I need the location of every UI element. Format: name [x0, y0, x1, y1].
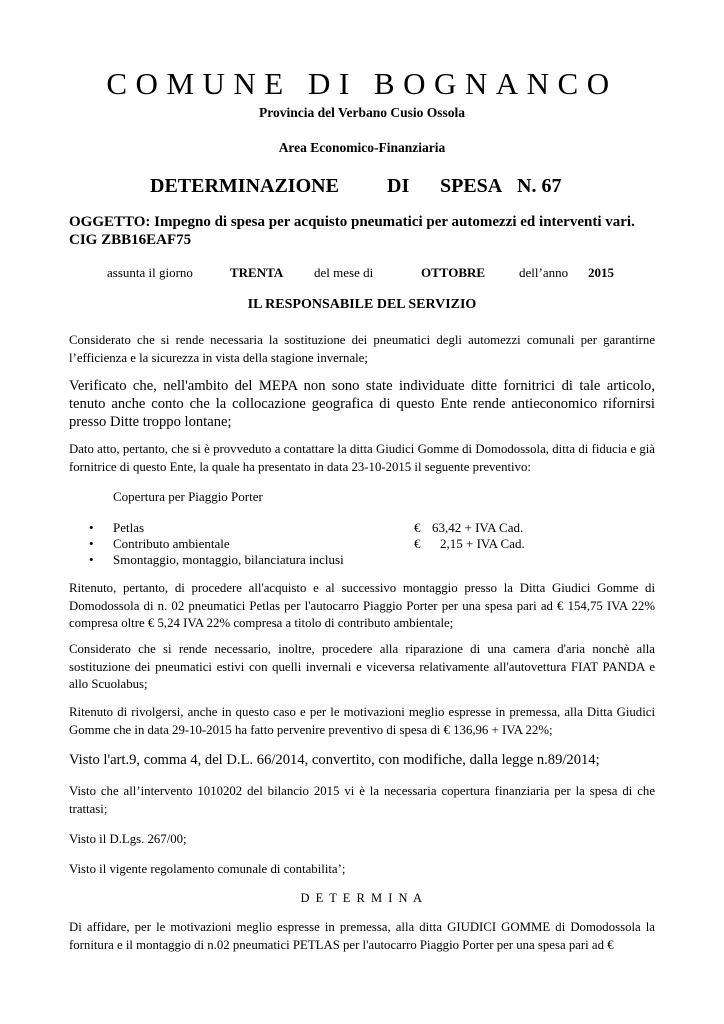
euro-symbol: € — [414, 536, 421, 551]
paragraph-visto-regolamento: Visto il vigente regolamento comunale di contabilita’; — [69, 862, 346, 876]
quote-item-label: Smontaggio, montaggio, bilanciatura inclusi — [113, 552, 344, 567]
quote-item — [0, 552, 724, 570]
quote-item-price: 63,42 + IVA Cad. — [432, 520, 524, 535]
province-line: Provincia del Verbano Cusio Ossola — [258, 105, 466, 120]
quote-item-price: 2,15 + IVA Cad. — [440, 536, 525, 551]
bullet: • — [89, 552, 94, 567]
determina-heading: D E T E R M I N A — [300, 891, 424, 905]
determination-word: DETERMINAZIONE — [150, 175, 339, 197]
quote-item-label: Petlas — [113, 520, 145, 535]
date-label-month: del mese di — [314, 265, 374, 280]
paragraph-ritenuto-rivolgersi: Ritenuto di rivolgersi, anche in questo caso e per le motivazioni meglio espresse in premessa, alla Ditta Giudici Gomme che in data 29-10-2015 ha fatto pervenire preventivo di spesa di € 136,96 + IVA 22%; — [69, 705, 655, 737]
paragraph-dato-atto: Dato atto, pertanto, che si è provveduto a contattare la ditta Giudici Gomme di Domodossola, ditta di fiducia e già fornitrice di questo Ente, la quale ha presentato in data 23-10-2015 il seguente preventivo: — [69, 442, 655, 474]
paragraph-considerato-riparazione: Considerato che si rende necessario, inoltre, procedere alla riparazione di una camera d'aria nonchè alla sostituzione dei pneumatici estivi con quelli invernali e viceversa relativamente all'autovettura FIAT PANDA e allo Scuolabus; — [69, 642, 655, 691]
paragraph-ritenuto: Ritenuto, pertanto, di procedere all'acquisto e al successivo montaggio presso la Ditta Giudici Gomme di Domodossola di n. 02 pneumatici Petlas per l'autocarro Piaggio Porter per una spesa pari ad € 154,75 IVA 22% compresa oltre € 5,24 IVA 22% compresa a titolo di contributo ambientale; — [69, 581, 655, 630]
date-year: 2015 — [588, 265, 614, 280]
paragraph-verificato: Verificato che, nell'ambito del MEPA non sono state individuate ditte fornitrici di tale articolo, tenuto anche conto che la collocazione geografica di questo Ente rende antieconomico rifornirsi presso Ditte troppo lontane; — [69, 378, 655, 430]
determination-spesa: SPESA — [440, 175, 503, 197]
municipality-title: COMUNE DI BOGNANCO — [106, 66, 618, 101]
area-line: Area Economico-Finanziaria — [278, 140, 446, 155]
date-label-day: assunta il giorno — [107, 265, 193, 280]
date-line — [0, 265, 724, 283]
date-month: OTTOBRE — [421, 265, 486, 280]
paragraph-visto-intervento: Visto che all’intervento 1010202 del bilancio 2015 vi è la necessaria copertura finanziaria per la spesa di che trattasi; — [69, 784, 655, 816]
euro-symbol: € — [414, 520, 421, 535]
paragraph-visto-dlgs: Visto il D.Lgs. 267/00; — [69, 832, 187, 846]
bullet: • — [89, 536, 94, 551]
date-label-year: dell’anno — [519, 265, 569, 280]
paragraph-visto-dl: Visto l'art.9, comma 4, del D.L. 66/2014, convertito, con modifiche, dalla legge n.89/2014; — [69, 752, 600, 768]
paragraph-di-affidare: Di affidare, per le motivazioni meglio espresse in premessa, alla ditta GIUDICI GOMME di Domodossola la fornitura e il montaggio di n.02 pneumatici PETLAS per l'autocarro Piaggio Porter per una spesa pari ad € — [69, 920, 655, 952]
date-day: TRENTA — [230, 265, 284, 280]
responsible-heading: IL RESPONSABILE DEL SERVIZIO — [247, 297, 477, 312]
determination-di: DI — [387, 175, 410, 197]
determination-number: N. 67 — [517, 175, 562, 197]
subject: OGGETTO: Impegno di spesa per acquisto pneumatici per automezzi ed interventi vari. CIG ZBB16EAF75 — [69, 214, 635, 248]
quote-item-label: Contributo ambientale — [113, 536, 230, 551]
bullet: • — [89, 520, 94, 535]
quote-heading: Copertura per Piaggio Porter — [113, 489, 263, 504]
paragraph-considerato: Considerato che si rende necessaria la sostituzione dei pneumatici degli automezzi comunali per garantirne l’efficienza e la sicurezza in vista della stagione invernale; — [69, 333, 655, 365]
